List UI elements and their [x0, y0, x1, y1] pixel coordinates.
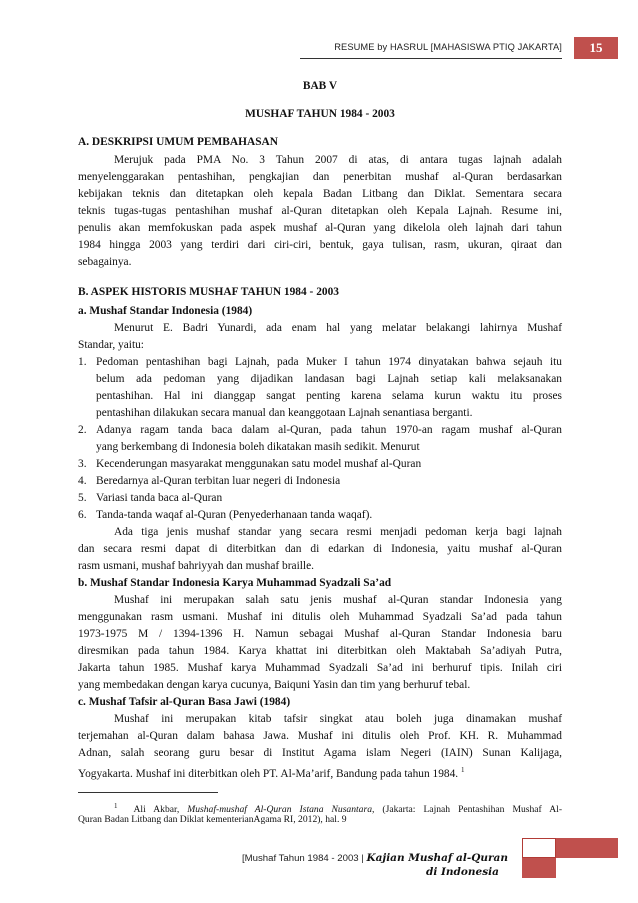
list-item: yang berkembang di Indonesia boleh dikatakan masih sedikit. Menurut	[96, 441, 420, 453]
paragraph-line: terjemahan al-Quran dalam bahasa Jawa. Mushaf ini ditulis oleh Prof. KH. R. Muhammad	[78, 730, 562, 742]
list-number: 6.	[78, 509, 87, 521]
paragraph-line: Jakarta tahun 1985. Mushaf karya Muhammad Syadzali Sa’ad ini berhuruf tipis. Inilah ciri	[78, 662, 562, 674]
paragraph-line: Mushaf ini merupakan salah satu jenis mushaf al-Quran standar Indonesia yang	[114, 594, 562, 606]
paragraph-line: sebagainya.	[78, 256, 132, 268]
running-header: RESUME by HASRUL [MAHASISWA PTIQ JAKARTA]	[334, 42, 562, 52]
list-item: Variasi tanda baca al-Quran	[96, 492, 223, 504]
footnote-ref[interactable]: 1	[461, 766, 465, 774]
paragraph-line: Merujuk pada PMA No. 3 Tahun 2007 di atas, di antara tugas lajnah adalah	[114, 154, 562, 166]
list-item: belum ada pedoman yang dijadikan landasan bagi Lajnah setiap kali melaksanakan	[96, 373, 562, 385]
footer-decoration	[522, 838, 556, 858]
list-item: Pedoman pentashihan bagi Lajnah, pada Muker I tahun 1974 dinyatakan bahwa sejauh itu	[96, 356, 562, 368]
footnote-mark: 1	[114, 802, 118, 810]
list-number: 1.	[78, 356, 87, 368]
paragraph-line: kebijakan teknis dan ditetapkan oleh kepala Badan Litbang dan Diklat. Sementara secara	[78, 188, 562, 200]
paragraph-line: diresmikan pada tahun 1984. Karya khattat ini diterbitkan oleh Maktabah Sa’adiyah Putra,	[78, 645, 562, 657]
section-b-heading: B. ASPEK HISTORIS MUSHAF TAHUN 1984 - 2003	[78, 286, 339, 298]
list-number: 4.	[78, 475, 87, 487]
list-item: Adanya ragam tanda baca dalam al-Quran, pada tahun 1970-an ragam mushaf al-Quran	[96, 424, 562, 436]
footer-title-line2: di Indonesia	[426, 866, 499, 878]
paragraph-line: dan secara resmi dapat di diterbitkan dan di edarkan di Indonesia, yaitu mushaf al-Quran	[78, 543, 562, 555]
paragraph-line: Mushaf ini merupakan kitab tafsir singkat atau boleh juga dinamakan mushaf	[114, 713, 562, 725]
footer-title: Kajian Mushaf al-Quran	[366, 852, 508, 864]
paragraph-line: penulis akan memfokuskan pada aspek mushaf al-Quran yang dikelola oleh lajnah dari tahun	[78, 222, 562, 234]
chapter-label: BAB V	[302, 80, 338, 92]
list-item: Kecenderungan masyarakat menggunakan satu model mushaf al-Quran	[96, 458, 422, 470]
footnote-publisher: (Jakarta: Lajnah Pentashihan Mushaf Al-	[374, 804, 563, 816]
page-number: 15	[574, 37, 618, 59]
running-footer	[242, 852, 508, 864]
list-number: 2.	[78, 424, 87, 436]
header-rule	[300, 58, 562, 59]
section-a-heading: A. DESKRIPSI UMUM PEMBAHASAN	[78, 136, 278, 148]
paragraph-line: 1984 hingga 2003 yang terdiri dari ciri-ciri, bentuk, gaya tulisan, rasm, ukuran, qiraat dan	[78, 239, 562, 251]
paragraph-line: menyelenggarakan pentashihan, pengkajian dan penerbitan mushaf al-Quran berdasarkan	[78, 171, 562, 183]
paragraph-line: menggunakan rasm usmani. Mushaf ini ditulis oleh Muhammad Syadzali Sa’ad pada tahun	[78, 611, 562, 623]
footnote-line: Quran Badan Litbang dan Diklat kementerianAgama RI, 2012), hal. 9	[78, 814, 347, 825]
paragraph-line	[78, 762, 465, 783]
paragraph-line: 1973-1975 M / 1394-1396 H. Namun sebagai Mushaf al-Quran Standar Indonesia baru	[78, 628, 562, 640]
list-number: 5.	[78, 492, 87, 504]
list-number: 3.	[78, 458, 87, 470]
subsection-b-heading: b. Mushaf Standar Indonesia Karya Muhammad Syadzali Sa’ad	[78, 577, 392, 589]
footer-prefix: [Mushaf Tahun 1984 - 2003 |	[242, 853, 367, 864]
paragraph-line: Menurut E. Badri Yunardi, ada enam hal yang melatar belakangi lahirnya Mushaf	[114, 322, 562, 334]
paragraph-text: Yogyakarta. Mushaf ini diterbitkan oleh PT. Al-Ma’arif, Bandung pada tahun 1984.	[78, 767, 459, 780]
chapter-title: MUSHAF TAHUN 1984 - 2003	[245, 108, 395, 120]
list-item: pentashihan dilakukan secara manual dan keanggotaan Lajnah senantiasa berganti.	[96, 407, 473, 419]
list-item: Beredarnya al-Quran terbitan luar negeri di Indonesia	[96, 475, 341, 487]
list-item: Tanda-tanda waqaf al-Quran (Penyederhanaan tanda waqaf).	[96, 509, 373, 521]
paragraph-line: Adnan, salah seorang guru besar di Institut Agama islam Negeri (IAIN) Sunan Kalijaga,	[78, 747, 562, 759]
list-item: pentashihan. Hal ini dianggap sangat penting karena selama kurun waktu itu proses	[96, 390, 562, 402]
paragraph-line: yang membedakan dengan karya cucunya, Baiquni Yasin dan tim yang berhuruf tebal.	[78, 679, 471, 691]
footnote-rule	[78, 792, 218, 793]
subsection-c-heading: c. Mushaf Tafsir al-Quran Basa Jawi (1984)	[78, 696, 291, 708]
paragraph-line: teknis tugas-tugas pentashihan mushaf al-Quran ditetapkan oleh Kepala Lajnah. Resume ini,	[78, 205, 562, 217]
footnote-author: Ali Akbar,	[133, 804, 188, 816]
paragraph-line: Ada tiga jenis mushaf standar yang secara resmi menjadi pedoman kerja bagi lajnah	[114, 526, 562, 538]
footer-decoration	[556, 838, 618, 858]
subsection-a-heading: a. Mushaf Standar Indonesia (1984)	[78, 305, 253, 317]
footer-decoration	[522, 858, 556, 878]
footnote-title: Mushaf-mushaf Al-Quran Istana Nusantara,	[187, 804, 375, 816]
paragraph-line: rasm usmani, mushaf bahriyyah dan mushaf braille.	[78, 560, 314, 572]
paragraph-line: Standar, yaitu:	[78, 339, 144, 351]
